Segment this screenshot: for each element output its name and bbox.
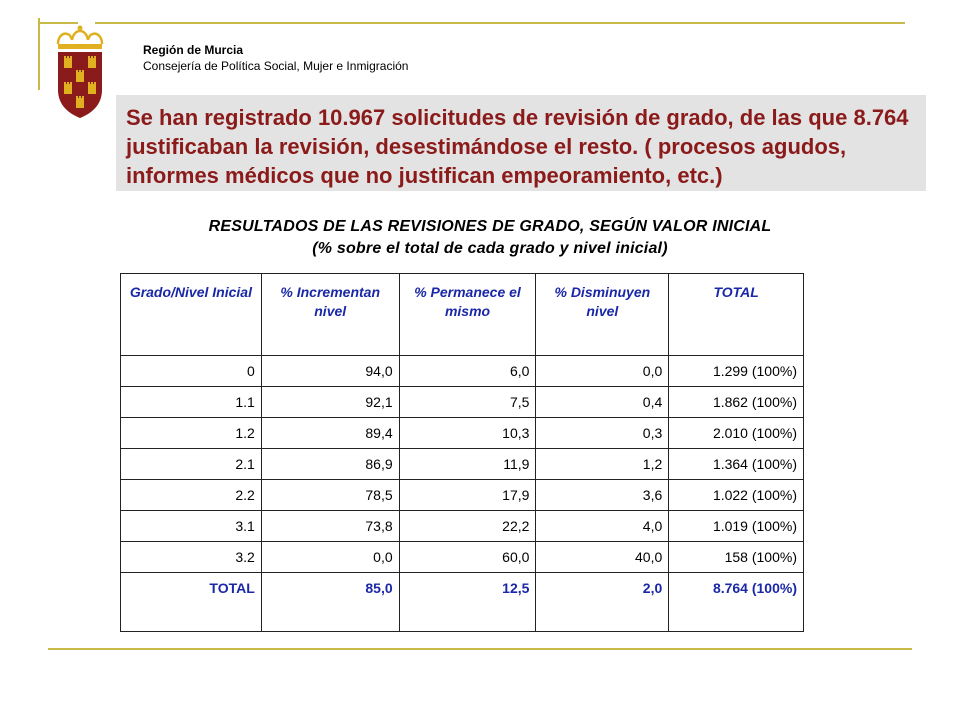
table-row [121, 387, 804, 418]
table-title [100, 216, 880, 260]
cell-total-permanece: 12,5 [399, 573, 536, 632]
table-row [121, 356, 804, 387]
cell-grado: 2.1 [121, 449, 262, 480]
header-incrementan: % Incrementan nivel [261, 274, 399, 356]
header-disminuyen: % Disminuyen nivel [536, 274, 669, 356]
cell-total: 1.364 (100%) [669, 449, 804, 480]
cell-disminuyen: 1,2 [536, 449, 669, 480]
table-row [121, 449, 804, 480]
cell-disminuyen: 0,0 [536, 356, 669, 387]
cell-total-disminuyen: 2,0 [536, 573, 669, 632]
cell-disminuyen: 0,4 [536, 387, 669, 418]
table-total-row [121, 573, 804, 632]
cell-incrementan: 73,8 [261, 511, 399, 542]
summary-banner: Se han registrado 10.967 solicitudes de revisión de grado, de las que 8.764 justificaban la revisión, desestimándose el resto. ( procesos agudos, informes médicos que no justifican empeoramiento, etc.) [116, 95, 926, 191]
header-permanece: % Permanece el mismo [399, 274, 536, 356]
cell-total-total: 8.764 (100%) [669, 573, 804, 632]
cell-total: 2.010 (100%) [669, 418, 804, 449]
frame-left-line [38, 18, 40, 90]
header-grado-nivel: Grado/Nivel Inicial [121, 274, 262, 356]
cell-permanece: 17,9 [399, 480, 536, 511]
frame-bottom-line [48, 648, 912, 650]
cell-permanece: 60,0 [399, 542, 536, 573]
cell-total: 1.019 (100%) [669, 511, 804, 542]
cell-disminuyen: 0,3 [536, 418, 669, 449]
cell-incrementan: 92,1 [261, 387, 399, 418]
cell-total-incrementan: 85,0 [261, 573, 399, 632]
cell-incrementan: 86,9 [261, 449, 399, 480]
cell-permanece: 11,9 [399, 449, 536, 480]
cell-permanece: 6,0 [399, 356, 536, 387]
cell-disminuyen: 3,6 [536, 480, 669, 511]
org-department: Consejería de Política Social, Mujer e Inmigración [143, 59, 409, 73]
frame-top-line [95, 22, 905, 24]
table-row [121, 418, 804, 449]
cell-incrementan: 78,5 [261, 480, 399, 511]
cell-total: 1.022 (100%) [669, 480, 804, 511]
region-de-murcia-crest-icon [50, 22, 110, 122]
table-title-line1: RESULTADOS DE LAS REVISIONES DE GRADO, SEGÚN VALOR INICIAL [208, 218, 772, 235]
table-title-line2: (% sobre el total de cada grado y nivel inicial) [312, 240, 668, 257]
cell-incrementan: 0,0 [261, 542, 399, 573]
cell-grado: 3.1 [121, 511, 262, 542]
header-total: TOTAL [669, 274, 804, 356]
cell-total-label: TOTAL [121, 573, 262, 632]
results-table [120, 273, 804, 632]
cell-total: 158 (100%) [669, 542, 804, 573]
org-name: Región de Murcia [143, 43, 244, 57]
cell-disminuyen: 4,0 [536, 511, 669, 542]
cell-grado: 1.1 [121, 387, 262, 418]
organization-header [143, 42, 408, 74]
cell-incrementan: 94,0 [261, 356, 399, 387]
table-row [121, 542, 804, 573]
cell-grado: 2.2 [121, 480, 262, 511]
cell-permanece: 10,3 [399, 418, 536, 449]
table-header-row [121, 274, 804, 356]
cell-grado: 3.2 [121, 542, 262, 573]
cell-permanece: 7,5 [399, 387, 536, 418]
cell-grado: 0 [121, 356, 262, 387]
table-row [121, 511, 804, 542]
cell-grado: 1.2 [121, 418, 262, 449]
cell-incrementan: 89,4 [261, 418, 399, 449]
cell-disminuyen: 40,0 [536, 542, 669, 573]
cell-permanece: 22,2 [399, 511, 536, 542]
cell-total: 1.862 (100%) [669, 387, 804, 418]
table-row [121, 480, 804, 511]
cell-total: 1.299 (100%) [669, 356, 804, 387]
